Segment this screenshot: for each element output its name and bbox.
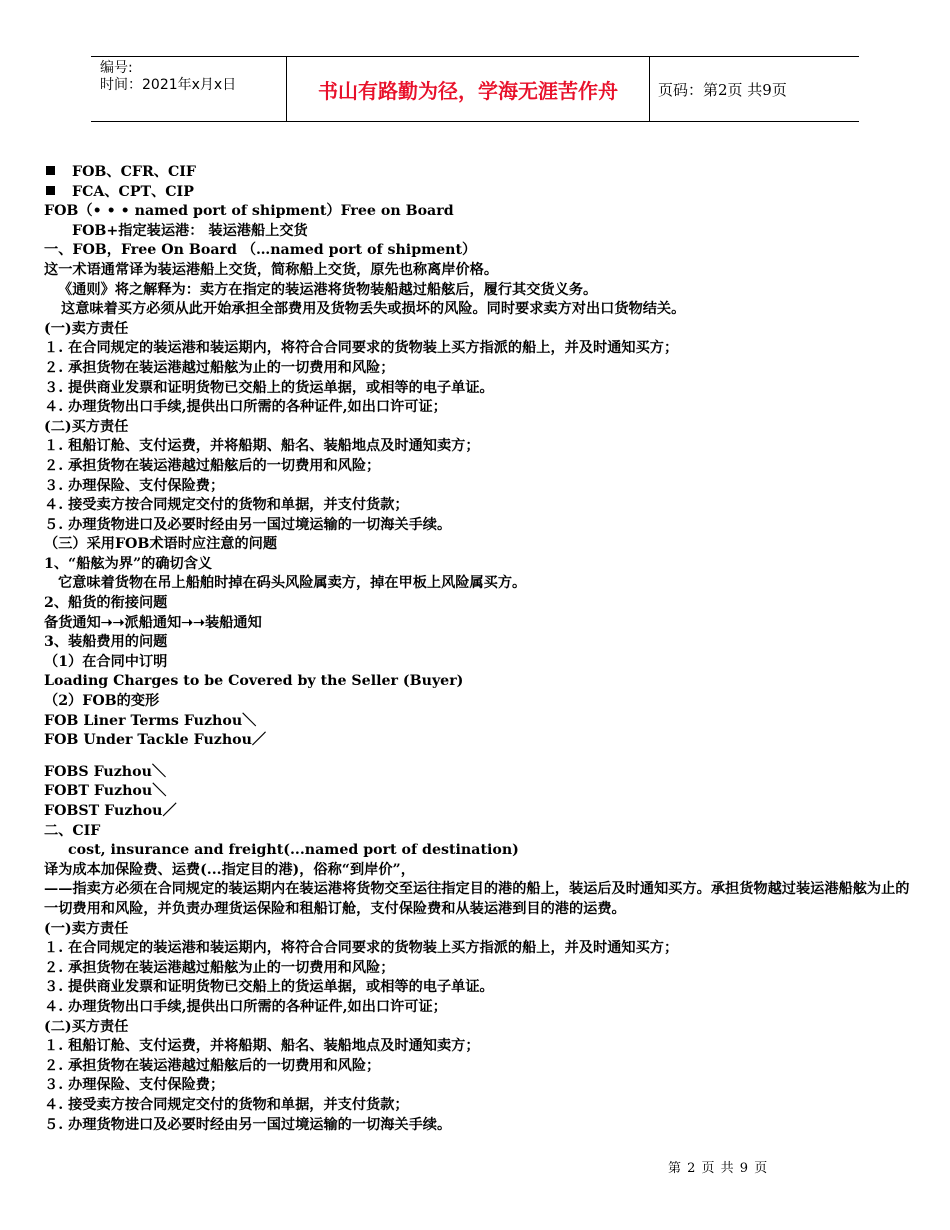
square-bullet-icon (46, 166, 55, 175)
text-line (44, 477, 910, 497)
line-text: FOB（• • • named port of shipment）Free on Board (44, 203, 454, 220)
header-page-info: 页码：第2页 共9页 (658, 80, 787, 99)
line-text: １. 在合同规定的装运港和装运期内，将符合合同要求的货物装上买方指派的船上，并及时通知买方； (44, 940, 679, 957)
line-text: １. 租船订舱、支付运费，并将船期、船名、装船地点及时通知卖方； (44, 1038, 480, 1055)
line-text: FOB+指定装运港： 装运港船上交货 (72, 222, 308, 239)
text-line (44, 261, 910, 281)
line-text: ５. 办理货物进口及必要时经由另一国过境运输的一切海关手续。 (44, 516, 452, 533)
text-line (44, 202, 910, 222)
document-number-label: 编号: (100, 60, 133, 76)
line-text: ３. 办理保险、支付保险费； (44, 1077, 225, 1094)
line-text: （2）FOB的变形 (44, 693, 160, 710)
text-line (44, 692, 910, 712)
square-bullet-icon (46, 186, 55, 195)
text-line (44, 782, 910, 802)
line-text: ４. 接受卖方按合同规定交付的货物和单据，并支付货款； (44, 497, 409, 514)
text-line (44, 959, 910, 979)
text-line (44, 802, 910, 822)
line-text: 这一术语通常译为装运港船上交货，简称船上交货，原先也称离岸价格。 (44, 261, 499, 278)
text-line (44, 614, 910, 634)
text-line (44, 379, 910, 399)
text-line (44, 633, 910, 653)
text-line (44, 359, 910, 379)
text-line (44, 222, 910, 242)
line-text: 2、船货的衔接问题 (44, 595, 168, 612)
text-line (44, 398, 910, 418)
line-text: １. 租船订舱、支付运费，并将船期、船名、装船地点及时通知卖方； (44, 438, 480, 455)
line-text: ５. 办理货物进口及必要时经由另一国过境运输的一切海关手续。 (44, 1116, 452, 1133)
line-text: FOB、CFR、CIF (72, 164, 196, 180)
line-text: ２. 承担货物在装运港越过船舷后的一切费用和风险； (44, 1057, 381, 1074)
text-line (44, 535, 910, 555)
page-footer: 第 2 页 共 9 页 (668, 1161, 769, 1176)
line-text: FCA、CPT、CIP (72, 183, 194, 200)
document-header (91, 56, 859, 122)
bullet-item (44, 183, 910, 203)
line-text: 译为成本加保险费、运费(...指定目的港)，俗称“到岸价”， (44, 861, 415, 878)
bullet-item (44, 163, 910, 183)
line-text: ２. 承担货物在装运港越过船舷后的一切费用和风险； (44, 457, 381, 474)
text-line (44, 920, 910, 940)
text-line (44, 1037, 910, 1057)
text-line (44, 1096, 910, 1116)
line-text: FOBT Fuzhou＼ (44, 783, 167, 800)
line-text: (一)卖方责任 (44, 920, 129, 937)
text-line (44, 939, 910, 959)
line-text: ——指卖方必须在合同规定的装运期内在装运港将货物交至运往指定目的港的船上，装运后及时通知买方。承担货物越过装运港船舷为止的一切费用和风险，并负责办理货运保险和租船订舱，支付保险费和从装运港到目的港的运费。 (44, 881, 910, 917)
line-text: 1、“船舷为界”的确切含义 (44, 555, 213, 572)
line-text: １. 在合同规定的装运港和装运期内，将符合合同要求的货物装上买方指派的船上，并及时通知买方； (44, 340, 679, 357)
line-text: FOB Under Tackle Fuzhou／ (44, 732, 267, 749)
header-meta (91, 57, 286, 121)
text-line (44, 998, 910, 1018)
text-line (44, 978, 910, 998)
text-line (44, 880, 910, 919)
text-line (44, 555, 910, 575)
text-line (44, 822, 910, 842)
text-line (44, 841, 910, 861)
line-text: 它意味着货物在吊上船舶时掉在码头风险属卖方，掉在甲板上风险属买方。 (58, 575, 527, 592)
line-text: （三）采用FOB术语时应注意的问题 (44, 536, 278, 553)
text-line (44, 320, 910, 340)
line-text: (二)买方责任 (44, 418, 129, 435)
text-line (44, 339, 910, 359)
text-line (44, 516, 910, 536)
line-text: ４. 办理货物出口手续,提供出口所需的各种证件,如出口许可证； (44, 998, 447, 1015)
text-line (44, 300, 910, 320)
text-line (44, 241, 910, 261)
text-line (44, 418, 910, 438)
line-text: FOBST Fuzhou／ (44, 803, 177, 819)
line-text: 二、CIF (44, 822, 101, 839)
text-line (44, 1018, 910, 1038)
text-line (44, 281, 910, 301)
line-text: (一)卖方责任 (44, 320, 129, 337)
line-text: FOB Liner Terms Fuzhou＼ (44, 712, 257, 729)
line-text: 这意味着买方必须从此开始承担全部费用及货物丢失或损坏的风险。同时要求卖方对出口货物结关。 (61, 301, 686, 318)
text-line (44, 496, 910, 516)
text-line (44, 763, 910, 783)
document-body (44, 163, 910, 1135)
line-text: ４. 接受卖方按合同规定交付的货物和单据，并支付货款； (44, 1096, 409, 1113)
line-text: （1）在合同中订明 (44, 653, 168, 670)
text-line (44, 437, 910, 457)
text-line (44, 1057, 910, 1077)
text-line (44, 457, 910, 477)
line-text: cost, insurance and freight(...named port of destination) (68, 842, 519, 859)
text-line (44, 712, 910, 732)
line-text: FOBS Fuzhou＼ (44, 763, 167, 780)
line-text: 备货通知➝➝派船通知➝➝装船通知 (44, 614, 262, 631)
line-text: 3、装船费用的问题 (44, 634, 168, 651)
header-motto: 书山有路勤为径，学海无涯苦作舟 (286, 57, 650, 121)
text-line (44, 672, 910, 692)
text-line (44, 574, 910, 594)
line-text: (二)买方责任 (44, 1018, 129, 1035)
text-line (44, 653, 910, 673)
text-line (44, 731, 910, 751)
document-time: 时间：2021年x月x日 (100, 77, 237, 93)
text-line (44, 594, 910, 614)
line-text: 一、FOB，Free On Board （…named port of shipment） (44, 242, 477, 259)
line-text: 《通则》将之解释为：卖方在指定的装运港将货物装船越过船舷后，履行其交货义务。 (58, 281, 598, 298)
line-text: ３. 提供商业发票和证明货物已交船上的货运单据，或相等的电子单证。 (44, 979, 494, 996)
line-text: ２. 承担货物在装运港越过船舷为止的一切费用和风险； (44, 959, 395, 976)
line-text: Loading Charges to be Covered by the Seller (Buyer) (44, 673, 464, 690)
text-line (44, 1116, 910, 1136)
line-text: ２. 承担货物在装运港越过船舷为止的一切费用和风险； (44, 359, 395, 376)
line-text: ３. 办理保险、支付保险费； (44, 477, 225, 494)
text-line (44, 1076, 910, 1096)
line-text: ３. 提供商业发票和证明货物已交船上的货运单据，或相等的电子单证。 (44, 379, 494, 396)
blank-line (44, 751, 910, 763)
line-text: ４. 办理货物出口手续,提供出口所需的各种证件,如出口许可证； (44, 399, 447, 416)
text-line (44, 861, 910, 881)
